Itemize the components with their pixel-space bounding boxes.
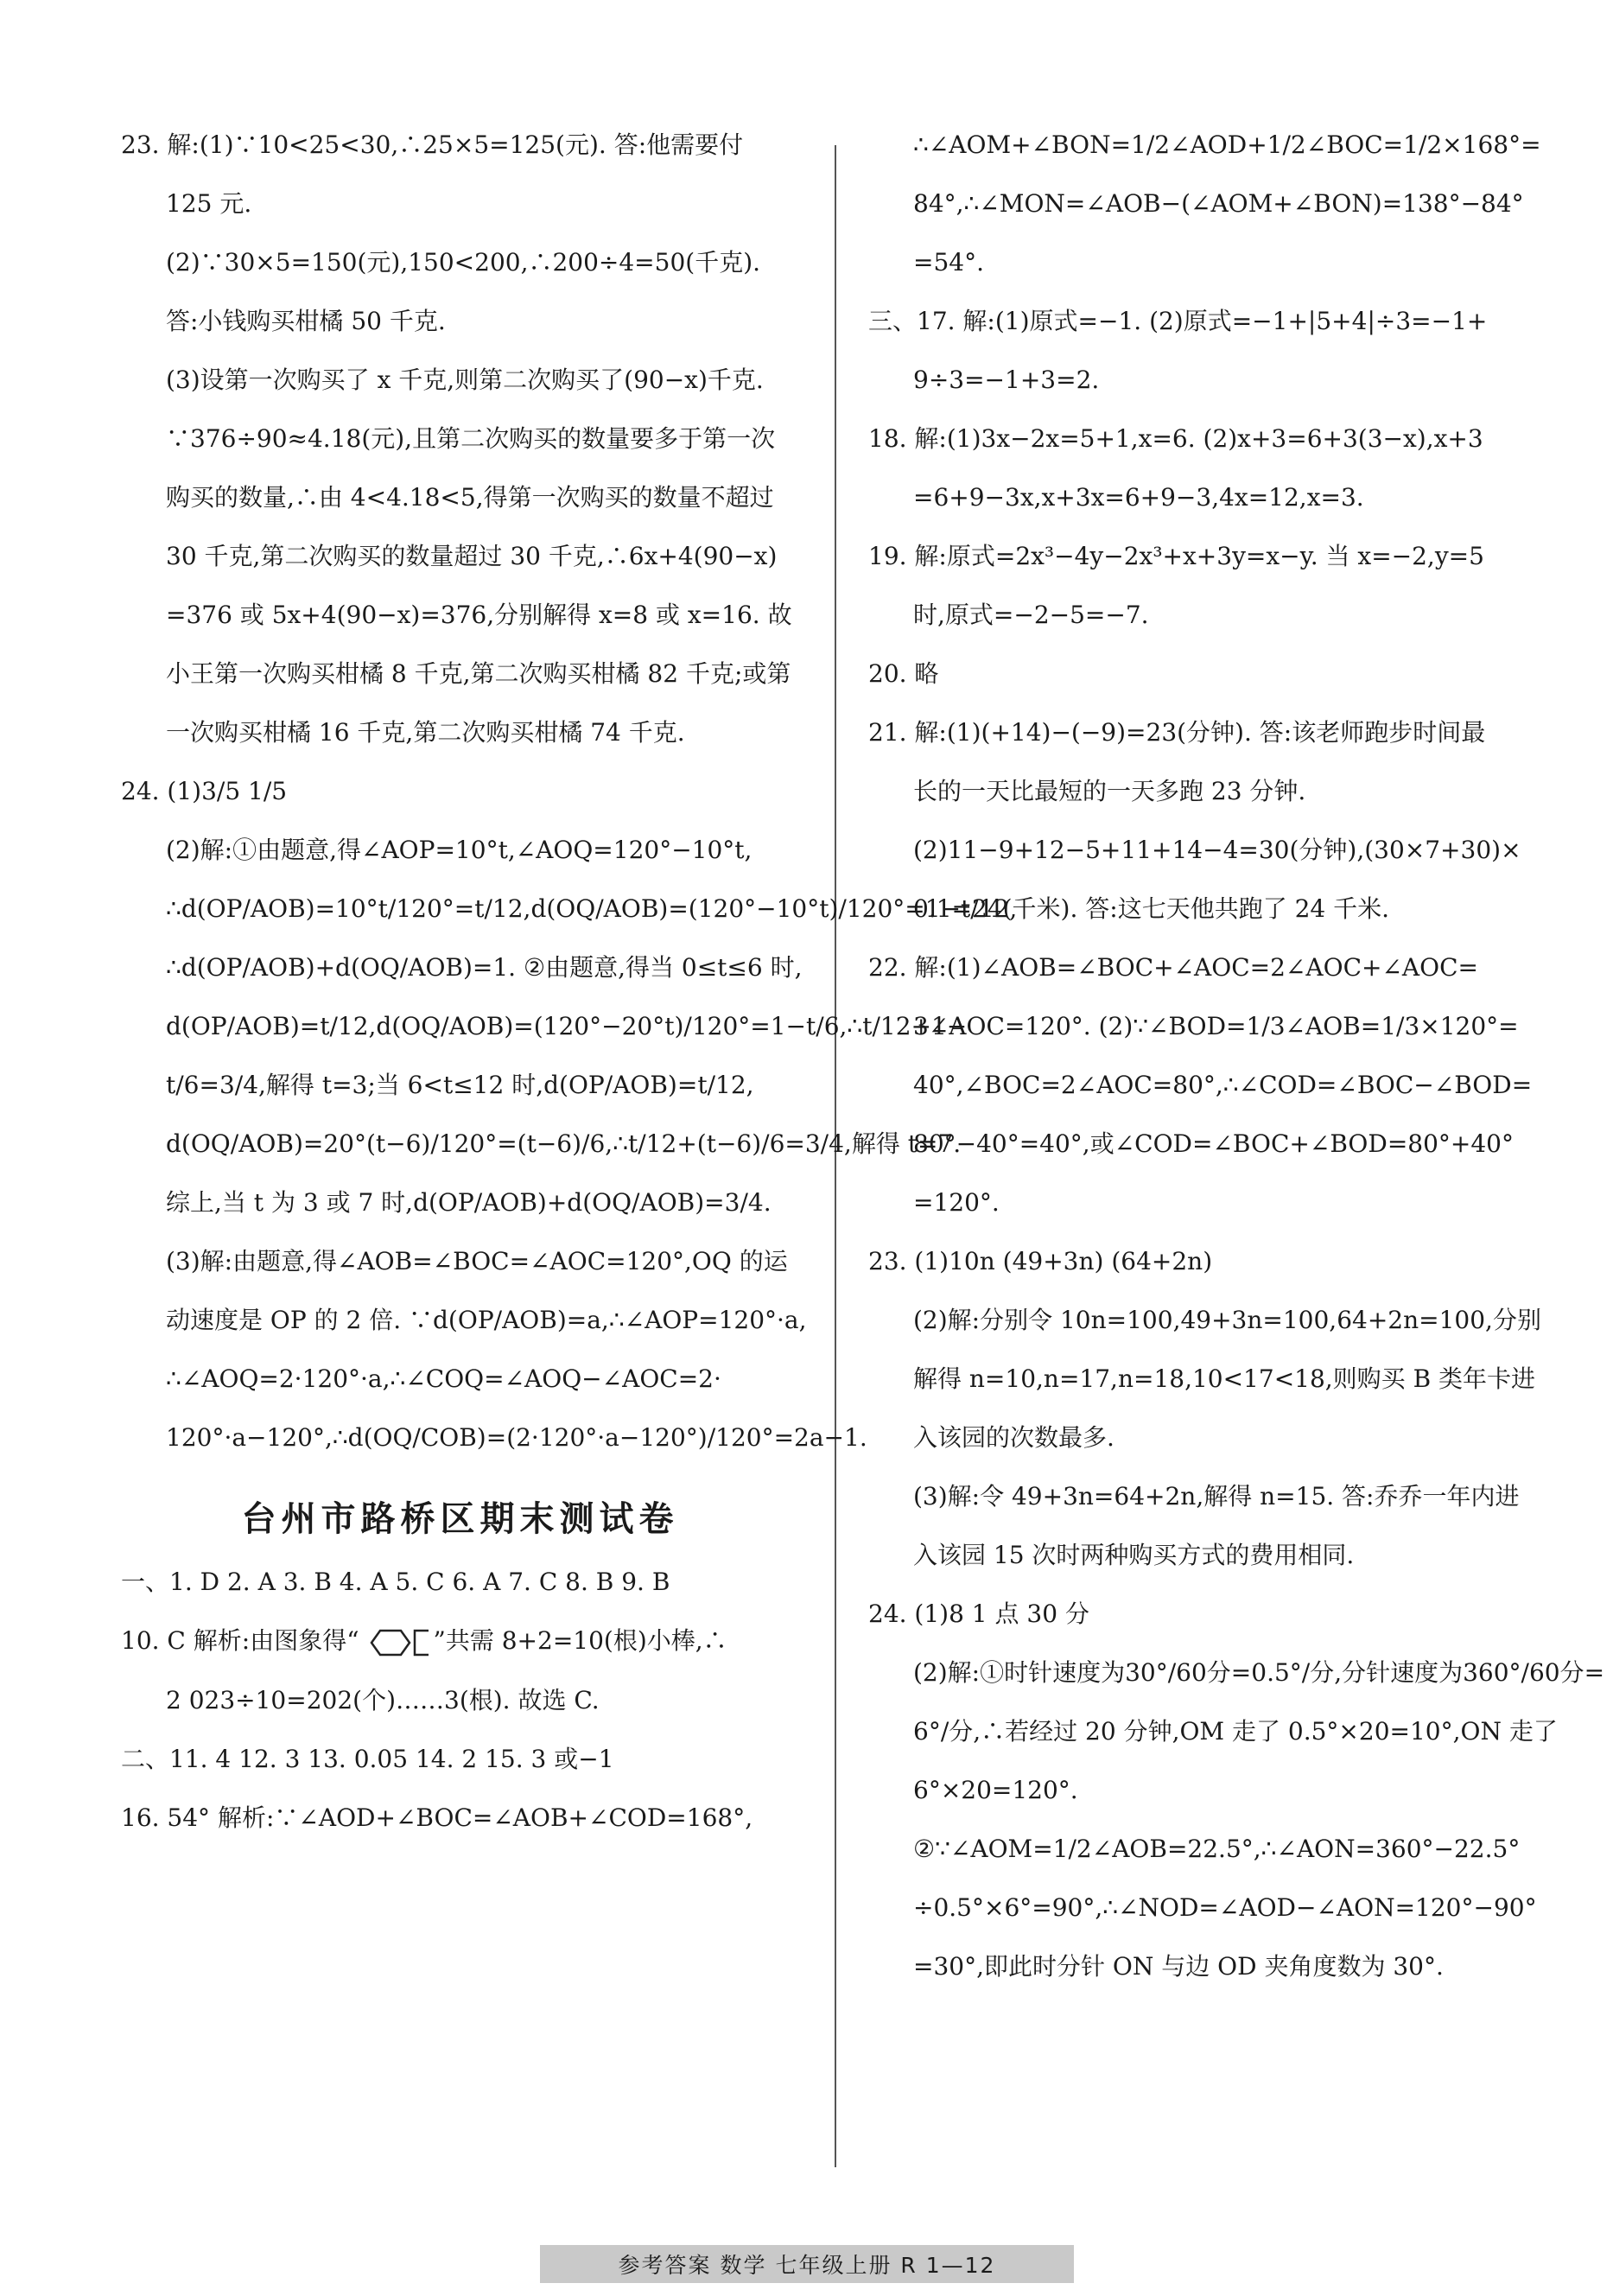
answer-line bbox=[121, 1567, 799, 1598]
answer-text: 6°×20=120°. bbox=[913, 1776, 1078, 1804]
answer-text: 20. 略 bbox=[868, 659, 939, 688]
answer-text: 小王第一次购买柑橘 8 千克,第二次购买柑橘 82 千克;或第 bbox=[166, 659, 791, 688]
answer-line bbox=[868, 1951, 1546, 1982]
answer-text: ∴d(OP/AOB)+d(OQ/AOB)=1. ②由题意,得当 0≤t≤6 时, bbox=[166, 953, 803, 982]
answer-text: =6+9−3x,x+3x=6+9−3,4x=12,x=3. bbox=[913, 483, 1364, 512]
answer-line bbox=[121, 1246, 799, 1277]
answer-text: =30°,即此时分针 ON 与边 OD 夹角度数为 30°. bbox=[913, 1952, 1444, 1981]
answer-text: (2)∵30×5=150(元),150<200,∴200÷4=50(千克). bbox=[166, 248, 761, 277]
answer-line bbox=[121, 1129, 962, 1160]
answer-line bbox=[121, 306, 799, 337]
answer-text: 6°/分,∴若经过 20 分钟,OM 走了 0.5°×20=10°,ON 走了 bbox=[913, 1717, 1558, 1746]
answer-text: 10. C 解析:由图象得“ bbox=[121, 1626, 359, 1655]
answer-line bbox=[868, 952, 1546, 983]
answer-line bbox=[121, 952, 803, 983]
answer-text: 答:小钱购买柑橘 50 千克. bbox=[166, 307, 446, 335]
answer-line bbox=[868, 306, 1546, 337]
answer-text: 综上,当 t 为 3 或 7 时,d(OP/AOB)+d(OQ/AOB)=3/4. bbox=[166, 1188, 772, 1217]
answer-text: =120°. bbox=[913, 1188, 1000, 1217]
answer-line bbox=[121, 482, 799, 513]
page-footer: 参考答案 数学 七年级上册 R 1—12 bbox=[540, 2245, 1074, 2283]
answer-text: 长的一天比最短的一天多跑 23 分钟. bbox=[913, 777, 1306, 805]
answer-line bbox=[121, 130, 799, 161]
answer-line bbox=[868, 365, 1546, 396]
answer-text: 动速度是 OP 的 2 倍. ∵d(OP/AOB)=a,∴∠AOP=120°·a, bbox=[166, 1306, 807, 1334]
answer-text: =376 或 5x+4(90−x)=376,分别解得 x=8 或 x=16. 故 bbox=[166, 601, 792, 629]
answer-text: ∴d(OP/AOB)=10°t/120°=t/12,d(OQ/AOB)=(120°−10°t)/120°=1−t/12, bbox=[166, 894, 1018, 923]
answer-text: 30 千克,第二次购买的数量超过 30 千克,∴6x+4(90−x) bbox=[166, 542, 778, 570]
answer-line bbox=[868, 1187, 1546, 1218]
answer-text: 2 023÷10=202(个)……3(根). 故选 C. bbox=[166, 1685, 600, 1714]
answer-text: 18. 解:(1)3x−2x=5+1,x=6. (2)x+3=6+3(3−x),x+3 bbox=[868, 424, 1483, 453]
answer-text: 0.1=24(千米). 答:这七天他共跑了 24 千米. bbox=[913, 894, 1390, 923]
answer-line bbox=[868, 130, 1546, 161]
answer-text: 16. 54° 解析:∵∠AOD+∠BOC=∠AOB+∠COD=168°, bbox=[121, 1803, 753, 1832]
answer-line bbox=[868, 1305, 1546, 1336]
answer-line bbox=[121, 776, 799, 807]
answer-text-cont: ”共需 8+2=10(根)小棒,∴ bbox=[433, 1626, 727, 1655]
answer-line bbox=[868, 1011, 1546, 1042]
answer-line bbox=[868, 776, 1546, 807]
answer-line bbox=[868, 894, 1546, 925]
answer-line bbox=[868, 1599, 1546, 1630]
answer-line bbox=[121, 1685, 799, 1716]
answer-line bbox=[121, 423, 799, 455]
answer-text: 三、17. 解:(1)原式=−1. (2)原式=−1+|5+4|÷3=−1+ bbox=[868, 307, 1488, 335]
answer-line bbox=[121, 365, 799, 396]
answer-line bbox=[868, 717, 1546, 748]
answer-line bbox=[868, 1129, 1546, 1160]
answer-text: d(OQ/AOB)=20°(t−6)/120°=(t−6)/6,∴t/12+(t−6)/6=3/4,解得 t=7. bbox=[166, 1129, 962, 1158]
answer-line bbox=[121, 894, 1018, 925]
answer-line bbox=[868, 482, 1546, 513]
answer-line bbox=[868, 1364, 1546, 1395]
answer-line bbox=[121, 1803, 799, 1834]
answer-line bbox=[868, 423, 1546, 455]
answer-text: (2)11−9+12−5+11+14−4=30(分钟),(30×7+30)× bbox=[913, 836, 1521, 864]
answer-line bbox=[121, 1744, 799, 1775]
answer-text: 9÷3=−1+3=2. bbox=[913, 366, 1100, 394]
hexagon-stick-figure-icon bbox=[363, 1628, 430, 1657]
right-column bbox=[868, 130, 1605, 1982]
answer-line bbox=[868, 1070, 1546, 1101]
answer-text: ∴∠AOM+∠BON=1/2∠AOD+1/2∠BOC=1/2×168°= bbox=[913, 130, 1541, 159]
answer-text: ÷0.5°×6°=90°,∴∠NOD=∠AOD−∠AON=120°−90° bbox=[913, 1893, 1537, 1922]
answer-text: 3∠AOC=120°. (2)∵∠BOD=1/3∠AOB=1/3×120°= bbox=[913, 1012, 1519, 1040]
answer-line bbox=[868, 1422, 1546, 1453]
answer-text: =54°. bbox=[913, 248, 984, 277]
answer-text: (3)解:令 49+3n=64+2n,解得 n=15. 答:乔乔一年内进 bbox=[913, 1482, 1520, 1511]
answer-line bbox=[121, 1422, 867, 1453]
answer-text: 购买的数量,∴由 4<4.18<5,得第一次购买的数量不超过 bbox=[166, 483, 774, 512]
answer-line bbox=[121, 835, 799, 866]
answer-line bbox=[868, 188, 1546, 219]
answer-line bbox=[868, 1481, 1546, 1512]
answer-line bbox=[121, 541, 799, 572]
answer-text: ∵376÷90≈4.18(元),且第二次购买的数量要多于第一次 bbox=[166, 424, 776, 453]
answer-line bbox=[121, 1305, 807, 1336]
answer-text: d(OP/AOB)=t/12,d(OQ/AOB)=(120°−20°t)/120°=1−t/6,∴t/12+1− bbox=[166, 1012, 968, 1040]
answer-text: 21. 解:(1)(+14)−(−9)=23(分钟). 答:该老师跑步时间最 bbox=[868, 718, 1486, 747]
answer-line bbox=[121, 1187, 799, 1218]
answer-text: (2)解:①时针速度为30°/60分=0.5°/分,分针速度为360°/60分= bbox=[913, 1658, 1605, 1687]
answer-text: 24. (1)3/5 1/5 bbox=[121, 777, 288, 805]
section-title: 台州市路桥区期末测试卷 bbox=[241, 1499, 679, 1539]
answer-line bbox=[868, 1246, 1546, 1277]
answer-line bbox=[868, 1716, 1558, 1747]
answer-line bbox=[868, 541, 1546, 572]
answer-text: 解得 n=10,n=17,n=18,10<17<18,则购买 B 类年卡进 bbox=[913, 1364, 1536, 1393]
answer-text: 入该园的次数最多. bbox=[913, 1423, 1114, 1452]
answer-line bbox=[121, 1364, 799, 1395]
answer-text: ②∵∠AOM=1/2∠AOB=22.5°,∴∠AON=360°−22.5° bbox=[913, 1835, 1521, 1863]
answer-text: 二、11. 4 12. 3 13. 0.05 14. 2 15. 3 或−1 bbox=[121, 1744, 614, 1773]
answer-line bbox=[868, 1834, 1546, 1865]
answer-text: 80°−40°=40°,或∠COD=∠BOC+∠BOD=80°+40° bbox=[913, 1129, 1514, 1158]
answer-text: 23. (1)10n (49+3n) (64+2n) bbox=[868, 1247, 1213, 1275]
answer-text: 40°,∠BOC=2∠AOC=80°,∴∠COD=∠BOC−∠BOD= bbox=[913, 1071, 1533, 1099]
answer-line bbox=[868, 835, 1546, 866]
answer-text: 23. 解:(1)∵10<25<30,∴25×5=125(元). 答:他需要付 bbox=[121, 130, 744, 159]
answer-text: 时,原式=−2−5=−7. bbox=[913, 601, 1149, 629]
answer-text: 125 元. bbox=[166, 189, 252, 218]
answer-line bbox=[121, 1011, 968, 1042]
answer-line bbox=[868, 1892, 1546, 1924]
answer-line bbox=[868, 600, 1546, 631]
answer-line bbox=[121, 717, 799, 748]
answer-text: 24. (1)8 1 点 30 分 bbox=[868, 1600, 1089, 1628]
answer-text: ∴∠AOQ=2·120°·a,∴∠COQ=∠AOQ−∠AOC=2· bbox=[166, 1364, 721, 1393]
answer-text: t/6=3/4,解得 t=3;当 6<t≤12 时,d(OP/AOB)=t/12, bbox=[166, 1071, 754, 1099]
answer-text: 入该园 15 次时两种购买方式的费用相同. bbox=[913, 1541, 1355, 1569]
answer-line bbox=[868, 1540, 1546, 1571]
answer-text: 一次购买柑橘 16 千克,第二次购买柑橘 74 千克. bbox=[166, 718, 685, 747]
answer-text: (2)解:①由题意,得∠AOP=10°t,∠AOQ=120°−10°t, bbox=[166, 836, 753, 864]
answer-line bbox=[121, 1070, 799, 1101]
answer-text: 19. 解:原式=2x³−4y−2x³+x+3y=x−y. 当 x=−2,y=5 bbox=[868, 542, 1484, 570]
answer-text: (3)设第一次购买了 x 千克,则第二次购买了(90−x)千克. bbox=[166, 366, 764, 394]
answer-text: 22. 解:(1)∠AOB=∠BOC+∠AOC=2∠AOC+∠AOC= bbox=[868, 953, 1478, 982]
answer-text: 一、1. D 2. A 3. B 4. A 5. C 6. A 7. C 8. B 9. B bbox=[121, 1568, 670, 1596]
answer-line bbox=[868, 658, 1546, 690]
answer-line bbox=[121, 247, 799, 278]
answer-line bbox=[121, 600, 799, 631]
answer-text: (3)解:由题意,得∠AOB=∠BOC=∠AOC=120°,OQ 的运 bbox=[166, 1247, 788, 1275]
answer-text: 84°,∴∠MON=∠AOB−(∠AOM+∠BON)=138°−84° bbox=[913, 189, 1524, 218]
answer-line bbox=[868, 247, 1546, 278]
answer-line bbox=[868, 1657, 1605, 1689]
answer-line bbox=[868, 1775, 1546, 1806]
answer-line bbox=[121, 1625, 799, 1657]
answer-line bbox=[121, 188, 799, 219]
answer-line bbox=[121, 658, 799, 690]
answer-text: 120°·a−120°,∴d(OQ/COB)=(2·120°·a−120°)/120°=2a−1. bbox=[166, 1423, 867, 1452]
answer-text: (2)解:分别令 10n=100,49+3n=100,64+2n=100,分别 bbox=[913, 1306, 1541, 1334]
